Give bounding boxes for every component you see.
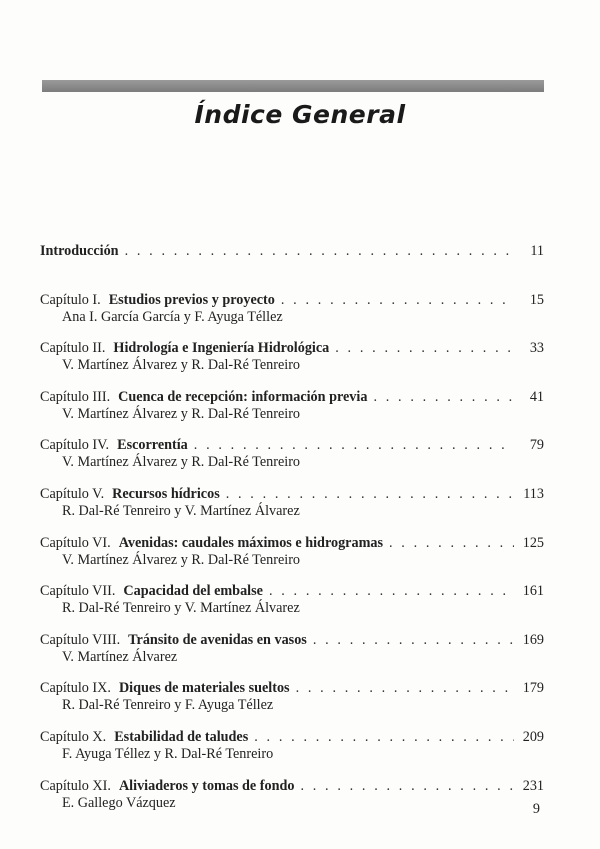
chapter-topic: Tránsito de avenidas en vasos (128, 631, 307, 648)
chapter-authors: V. Martínez Álvarez y R. Dal-Ré Tenreiro (62, 405, 301, 422)
chapter-topic: Introducción (40, 243, 119, 259)
toc-entry (40, 680, 544, 729)
toc-entry (40, 292, 544, 341)
chapter-topic: Hidrología e Ingeniería Hidrológica (113, 340, 330, 357)
chapter-authors: E. Gallego Vázquez (62, 794, 176, 811)
chapter-label: Capítulo II. (40, 340, 106, 357)
chapter-label: Capítulo X. (40, 728, 107, 745)
chapter-authors: F. Ayuga Téllez y R. Dal-Ré Tenreiro (62, 745, 274, 762)
chapter-topic: Diques de materiales sueltos (118, 680, 290, 697)
chapter-label: Capítulo XI. (40, 777, 111, 794)
page-ref: 231 (522, 777, 544, 794)
toc-entry (40, 243, 544, 292)
chapter-topic: Recursos hídricos (112, 485, 220, 502)
chapter-label: Capítulo VI. (40, 534, 111, 551)
toc-line (40, 632, 544, 649)
chapter-topic: Estabilidad de taludes (114, 728, 249, 745)
dot-leader (373, 389, 514, 406)
toc-line (40, 243, 544, 260)
chapter-label: Capítulo III. (40, 388, 111, 405)
page-ref: 209 (522, 728, 544, 745)
chapter-topic: Capacidad del embalse (123, 583, 263, 600)
toc-entry (40, 486, 544, 535)
dot-leader (300, 778, 514, 795)
toc-line (40, 486, 544, 503)
dot-leader (254, 729, 514, 746)
dot-leader (194, 437, 514, 454)
toc-entry (40, 778, 544, 827)
toc-entry (40, 340, 544, 389)
toc-entry (40, 437, 544, 486)
chapter-label: Capítulo IV. (40, 437, 110, 454)
toc-entry (40, 583, 544, 632)
page-title: Índice General (194, 100, 406, 129)
dot-leader (313, 632, 514, 649)
header-rule (42, 80, 544, 92)
toc-line (40, 680, 544, 697)
table-of-contents (40, 243, 544, 826)
toc-line (40, 389, 544, 406)
toc-line (40, 729, 544, 746)
chapter-topic: Cuenca de recepción: información previa (118, 388, 368, 405)
toc-line (40, 583, 544, 600)
toc-line (40, 778, 544, 795)
chapter-topic: Avenidas: caudales máximos e hidrogramas (118, 534, 383, 551)
toc-line (40, 340, 544, 357)
chapter-label: Capítulo IX. (40, 680, 111, 697)
page-ref: 15 (529, 291, 544, 308)
chapter-authors: R. Dal-Ré Tenreiro y V. Martínez Álvarez (62, 600, 300, 617)
dot-leader (281, 292, 514, 309)
page-ref: 11 (530, 243, 544, 259)
chapter-label: Capítulo VII. (40, 583, 116, 600)
toc-entry (40, 632, 544, 681)
chapter-authors: R. Dal-Ré Tenreiro y V. Martínez Álvarez (62, 502, 300, 519)
page-number: 9 (532, 801, 540, 817)
toc-entry (40, 389, 544, 438)
dot-leader (226, 486, 514, 503)
chapter-authors: V. Martínez Álvarez y R. Dal-Ré Tenreiro (62, 551, 301, 568)
page-ref: 79 (529, 437, 544, 454)
chapter-topic: Aliviaderos y tomas de fondo (118, 777, 295, 794)
toc-line (40, 437, 544, 454)
page-ref: 169 (522, 631, 544, 648)
page-ref: 113 (523, 485, 544, 502)
dot-leader (296, 680, 514, 697)
page-ref: 161 (522, 583, 544, 600)
chapter-authors: V. Martínez Álvarez (62, 648, 178, 665)
chapter-authors: Ana I. García García y F. Ayuga Téllez (62, 308, 283, 325)
toc-line (40, 535, 544, 552)
chapter-topic: Estudios previos y proyecto (108, 291, 275, 308)
toc-entry (40, 729, 544, 778)
page-ref: 125 (522, 534, 544, 551)
chapter-topic: Escorrentía (117, 437, 188, 454)
page-ref: 33 (529, 340, 544, 357)
chapter-authors: V. Martínez Álvarez y R. Dal-Ré Tenreiro (62, 357, 301, 374)
chapter-label: Capítulo V. (40, 485, 105, 502)
dot-leader (335, 340, 514, 357)
chapter-authors: V. Martínez Álvarez y R. Dal-Ré Tenreiro (62, 454, 301, 471)
dot-leader (389, 535, 514, 552)
page-ref: 179 (522, 680, 544, 697)
toc-entry (40, 535, 544, 584)
chapter-authors: R. Dal-Ré Tenreiro y F. Ayuga Téllez (62, 697, 274, 714)
page-ref: 41 (529, 388, 544, 405)
toc-line (40, 292, 544, 309)
dot-leader (269, 583, 514, 600)
chapter-label: Capítulo VIII. (40, 631, 121, 648)
chapter-label: Capítulo I. (40, 291, 101, 308)
dot-leader (125, 243, 514, 260)
